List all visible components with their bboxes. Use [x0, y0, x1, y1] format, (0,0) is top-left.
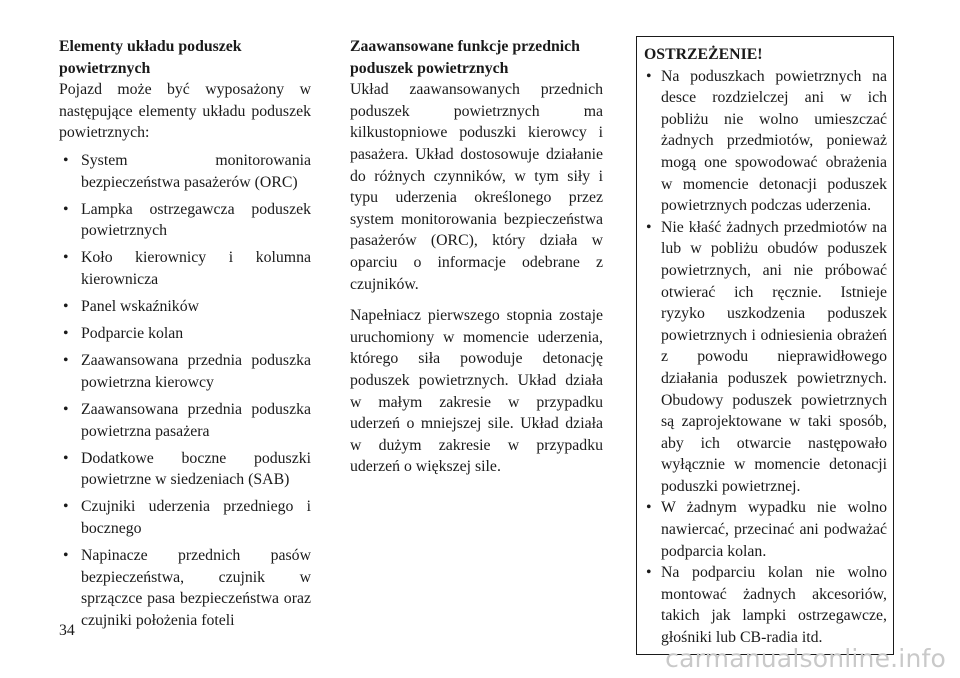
warning-item: • Na podparciu kolan nie wolno montować żadnych akcesoriów, takich jak lampki ostrzegawcze, głośniki lub CB-radia itd. [644, 562, 887, 648]
component-list [59, 150, 311, 631]
list-item: • Koło kierownicy i kolumna kierownicza [59, 247, 311, 290]
left-column [59, 36, 311, 637]
list-item: • Lampka ostrzegawcza poduszek powietrznych [59, 199, 311, 242]
section-heading-advanced-features: Zaawansowane funkcje przednich poduszek powietrznych [350, 38, 580, 77]
list-item: • Panel wskaźników [59, 296, 311, 318]
list-item: • Dodatkowe boczne poduszki powietrzne w siedzeniach (SAB) [59, 448, 311, 491]
list-item: • Zaawansowana przednia poduszka powietrzna kierowcy [59, 350, 311, 393]
list-item: • Napinacze przednich pasów bezpieczeństwa, czujnik w sprzączce pasa bezpieczeństwa oraz czujniki położenia foteli [59, 545, 311, 631]
warning-item: • W żadnym wypadku nie wolno nawiercać, przecinać ani podważać podparcia kolan. [644, 497, 887, 562]
list-item: • System monitorowania bezpieczeństwa pasażerów (ORC) [59, 150, 311, 193]
section-heading-airbag-components: Elementy układu poduszek powietrznych [59, 38, 242, 77]
middle-column [350, 36, 603, 478]
warning-title: OSTRZEŻENIE! [644, 46, 763, 63]
list-item: • Podparcie kolan [59, 323, 311, 345]
list-item: • Zaawansowana przednia poduszka powietrzna pasażera [59, 399, 311, 442]
intro-paragraph: Pojazd może być wyposażony w następujące elementy układu poduszek powietrznych: [59, 81, 311, 142]
warning-box [636, 36, 894, 655]
warning-item: • Na poduszkach powietrznych na desce rozdzielczej ani w ich pobliżu nie wolno umieszczać żadnych przedmiotów, ponieważ mogą one spowodować obrażenia w momencie detonacji poduszek powietrznych podczas uderzenia. [644, 66, 887, 217]
warning-list [644, 66, 887, 649]
page-number: 34 [59, 622, 75, 639]
body-paragraph: Napełniacz pierwszego stopnia zostaje uruchomiony w momencie uderzenia, którego siła powoduje detonację poduszek powietrznych. Układ działa w małym zakresie w przypadku uderzeń o mniejszej sile. Układ działa w dużym zakresie w przypadku uderzeń o większej sile. [350, 307, 603, 476]
watermark: carmanualsonline.info [665, 644, 946, 673]
list-item: • Czujniki uderzenia przedniego i bocznego [59, 496, 311, 539]
body-paragraph: Układ zaawansowanych przednich poduszek powietrznych ma kilkustopniowe poduszki kierowcy i pasażera. Układ dostosowuje działanie do różnych czynników, w tym siły i typu uderzenia określonego przez system monitorowania bezpieczeństwa pasażerów (ORC), który działa w oparciu o informacje odebrane z czujników. [350, 81, 603, 293]
warning-item: • Nie kłaść żadnych przedmiotów na lub w pobliżu obudów poduszek powietrznych, ani nie próbować otwierać ich ręcznie. Istnieje ryzyko uszkodzenia poduszek powietrznych i odniesienia obrażeń z powodu nieprawidłowego działania poduszek powietrznych. Obudowy poduszek powietrznych są zaprojektowane w taki sposób, aby ich otwarcie następowało wyłącznie w momencie detonacji poduszki powietrznej. [644, 217, 887, 498]
